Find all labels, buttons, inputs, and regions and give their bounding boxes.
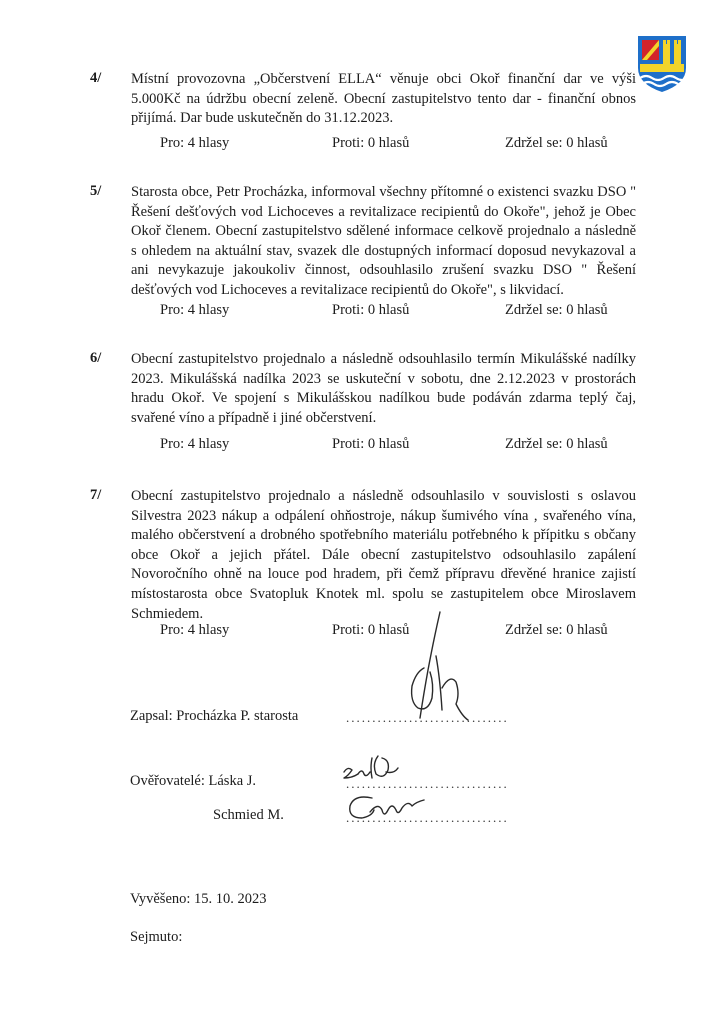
item-number: 5/: [90, 183, 102, 199]
vote-proti: Proti: 0 hlasů: [332, 135, 410, 151]
vote-proti: Proti: 0 hlasů: [332, 436, 410, 452]
vote-proti: Proti: 0 hlasů: [332, 302, 410, 318]
item-number: 4/: [90, 70, 102, 86]
vote-pro: Pro: 4 hlasy: [160, 622, 230, 638]
vote-row-5: [160, 302, 640, 322]
vote-row-4: [160, 135, 640, 155]
signature-line: ...............................: [346, 810, 509, 825]
coat-of-arms-icon: [634, 32, 690, 94]
recorded-by: Zapsal: Procházka P. starosta: [130, 708, 299, 724]
signature-line: ...............................: [346, 776, 509, 791]
vote-zdrzel: Zdržel se: 0 hlasů: [505, 302, 608, 318]
posted-date: Vyvěšeno: 15. 10. 2023: [130, 891, 267, 907]
verifiers-label: Ověřovatelé: Láska J.: [130, 773, 257, 789]
vote-pro: Pro: 4 hlasy: [160, 436, 230, 452]
signature-line: ...............................: [346, 710, 509, 725]
vote-zdrzel: Zdržel se: 0 hlasů: [505, 436, 608, 452]
item-number: 7/: [90, 487, 102, 503]
item-number: 6/: [90, 350, 102, 366]
vote-pro: Pro: 4 hlasy: [160, 135, 230, 151]
vote-zdrzel: Zdržel se: 0 hlasů: [505, 622, 608, 638]
item-text: Starosta obce, Petr Procházka, informoval všechny přítomné o existenci svazku DSO " Řešení dešťových vod Lichoceves a revitalizace recipientů do Okoře", jehož je Obec Okoř členem. Obecní zastupitelstvo sdělené informace celkově projednalo a následně s ohledem na aktuální stav, svazek dle dostupných informací doposud nevykazoval a ani nevykazuje jakoukoliv činnost, odsouhlasilo zrušení svazku DSO " Řešení dešťových vod Lichoceves a revitalizace recipientů do Okoře", s likvidací.: [131, 184, 636, 298]
vote-row-6: [160, 436, 640, 456]
second-verifier: Schmied M.: [213, 807, 284, 823]
vote-zdrzel: Zdržel se: 0 hlasů: [505, 135, 608, 151]
vote-proti: Proti: 0 hlasů: [332, 622, 410, 638]
removed-date: Sejmuto:: [130, 929, 183, 945]
item-text: Obecní zastupitelstvo projednalo a následně odsouhlasilo termín Mikulášské nadílky 2023. Mikulášská nadílka 2023 se uskuteční v sobotu, dne 2.12.2023 v prostorách hradu Okoř. Ve spojení s Mikulášskou nadílkou bude podáván zdarma teplý čaj, svařené víno a případně i jiné občerstvení.: [131, 351, 636, 426]
item-text: Obecní zastupitelstvo projednalo a následně odsouhlasilo v souvislosti s oslavou Silvestra 2023 nákup a odpálení ohňostroje, nákup šumivého vína , svařeného vína, malého občerstvení a drobného spotřebního materiálu potřebného k přípitku s občany obce Okoř a jejich přátel. Dále obecní zastupitelstvo odsouhlasilo zapálení Novoročního ohně na louce pod hradem, při čemž přípravu dřevěné hranice zajistí místostarosta obce Svatopluk Knotek ml. spolu se zastupitelem obce Miroslavem Schmiedem.: [131, 488, 636, 622]
vote-pro: Pro: 4 hlasy: [160, 302, 230, 318]
item-text: Místní provozovna „Občerstvení ELLA“ věnuje obci Okoř finanční dar ve výši 5.000Kč na údržbu obecní zeleně. Obecní zastupitelstvo tento dar - finanční obnos přijímá. Dar bude uskutečněn do 31.12.2023.: [131, 71, 636, 127]
